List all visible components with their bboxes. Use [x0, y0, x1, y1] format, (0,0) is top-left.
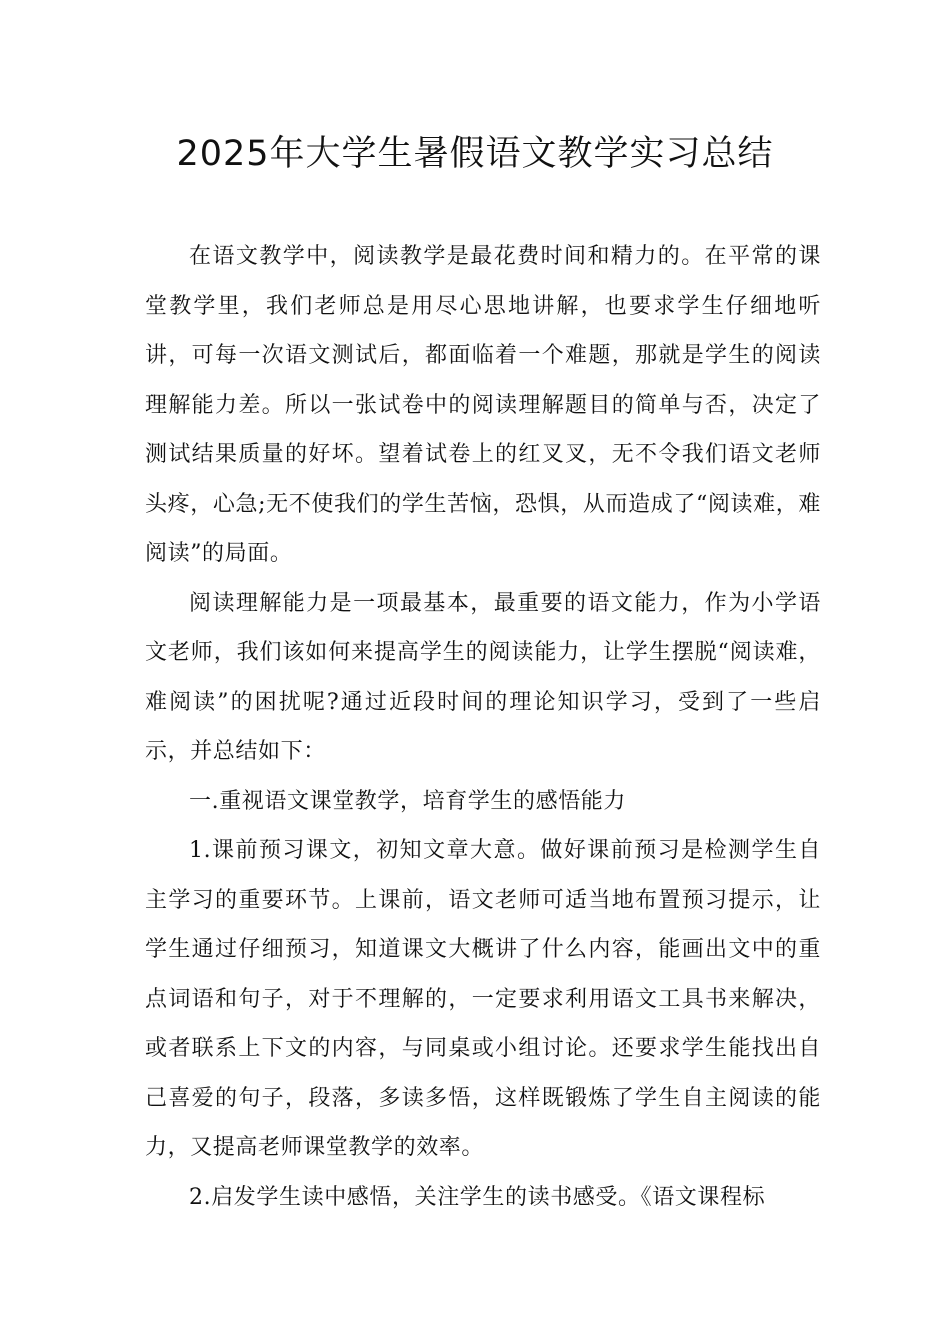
paragraph-2: 阅读理解能力是一项最基本，最重要的语文能力，作为小学语文老师，我们该如何来提高学生的阅读能力，让学生摆脱“阅读难，难阅读”的困扰呢?通过近段时间的理论知识学习，受到了一些启示，并总结如下： — [145, 590, 821, 764]
document-title: 2025年大学生暑假语文教学实习总结 — [176, 134, 774, 174]
document-body — [145, 232, 821, 1222]
section-heading-1: 一.重视语文课堂教学，培育学生的感悟能力 — [189, 788, 626, 814]
paragraph-3: 1.课前预习课文，初知文章大意。做好课前预习是检测学生自主学习的重要环节。上课前，语文老师可适当地布置预习提示，让学生通过仔细预习，知道课文大概讲了什么内容，能画出文中的重点词语和句子，对于不理解的，一定要求利用语文工具书来解决，或者联系上下文的内容，与同桌或小组讨论。还要求学生能找出自己喜爱的句子，段落，多读多悟，这样既锻炼了学生自主阅读的能力，又提高老师课堂教学的效率。 — [145, 838, 821, 1160]
paragraph-1: 在语文教学中，阅读教学是最花费时间和精力的。在平常的课堂教学里，我们老师总是用尽心思地讲解，也要求学生仔细地听讲，可每一次语文测试后，都面临着一个难题，那就是学生的阅读理解能力差。所以一张试卷中的阅读理解题目的简单与否，决定了测试结果质量的好坏。望着试卷上的红叉叉，无不令我们语文老师头疼，心急;无不使我们的学生苦恼，恐惧，从而造成了“阅读难，难阅读”的局面。 — [145, 244, 821, 566]
paragraph-4: 2.启发学生读中感悟，关注学生的读书感受。《语文课程标 — [189, 1184, 766, 1210]
